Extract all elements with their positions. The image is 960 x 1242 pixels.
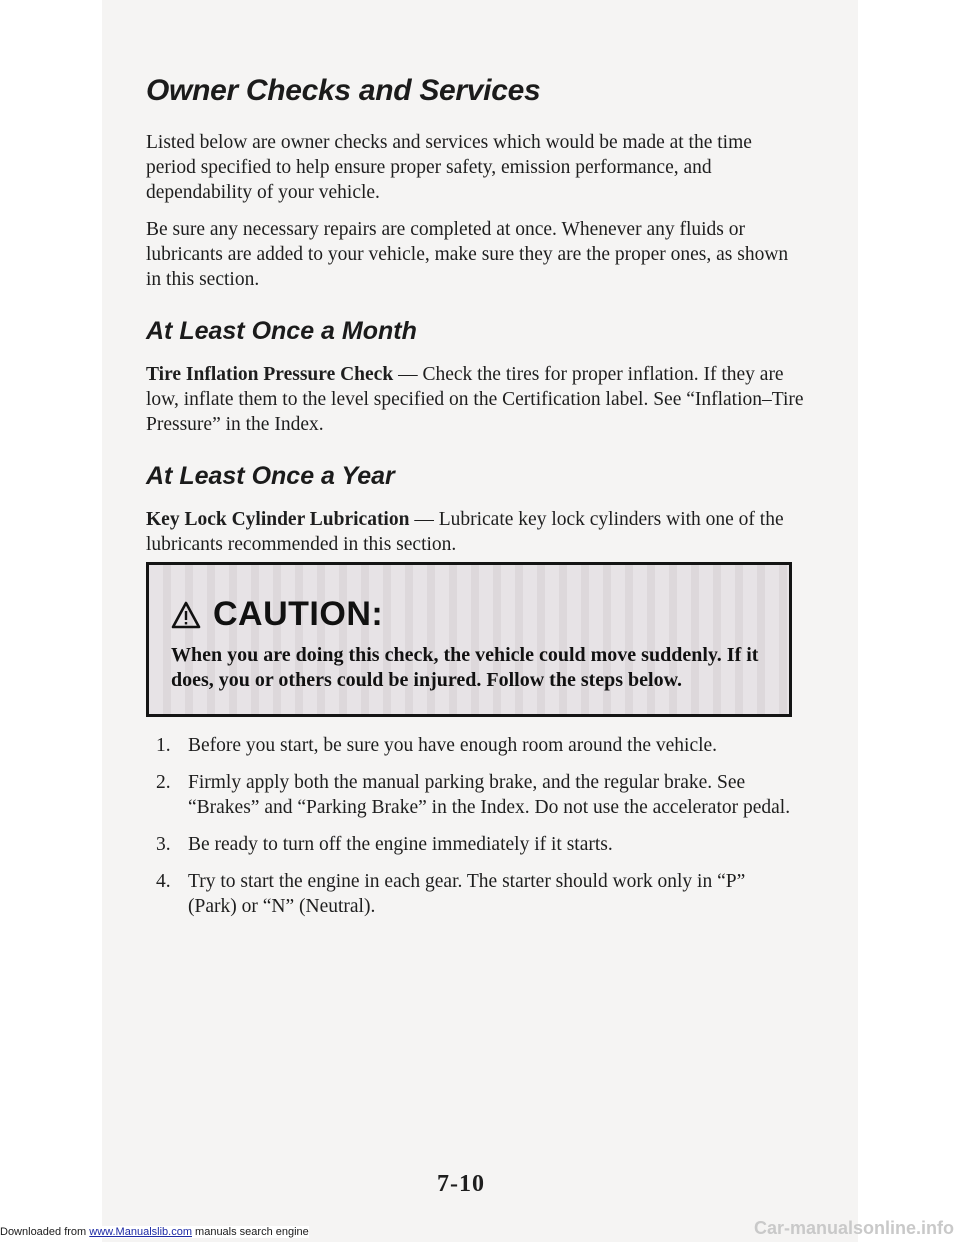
step-text: Before you start, be sure you have enough room around the vehicle. xyxy=(188,735,718,756)
steps-list xyxy=(156,733,796,931)
manualslib-link[interactable]: www.Manualslib.com xyxy=(89,1226,192,1238)
warning-triangle-icon xyxy=(171,601,201,629)
page-title: Owner Checks and Services xyxy=(146,74,541,107)
footer-suffix: manuals search engine xyxy=(191,1226,309,1238)
step-text: Try to start the engine in each gear. The starter should work only in “P” (Park) or “N” (Neutral). xyxy=(188,871,746,917)
caution-text: When you are doing this check, the vehicle could move suddenly. If it does, you or others could be injured. Follow the steps below. xyxy=(171,644,759,691)
step-number: 4. xyxy=(156,871,171,892)
step-number: 3. xyxy=(156,834,171,855)
check-item-tire-pressure xyxy=(146,362,806,437)
document-content xyxy=(146,70,806,606)
step-text: Firmly apply both the manual parking brake, and the regular brake. See “Brakes” and “Parking Brake” in the Index. Do not use the accelerator pedal. xyxy=(188,772,791,818)
download-footer xyxy=(0,1226,309,1238)
check-item-lead: Tire Inflation Pressure Check xyxy=(146,364,394,385)
page-number: 7-10 xyxy=(437,1171,485,1197)
section-heading-yearly: At Least Once a Year xyxy=(146,462,395,490)
intro-paragraph: Listed below are owner checks and services which would be made at the time period specified to help ensure proper safety, emission performance, and dependability of your vehicle. xyxy=(146,132,752,203)
watermark: Car-manualsonline.info xyxy=(753,1218,954,1238)
caution-box xyxy=(146,562,792,717)
list-item xyxy=(156,832,796,857)
check-item-lead: Key Lock Cylinder Lubrication xyxy=(146,509,410,530)
check-item-text: — Lubricate key lock cylinders with one of the lubricants recommended in this section. xyxy=(146,509,784,555)
check-item-key-lock xyxy=(146,507,806,557)
intro-paragraph: Be sure any necessary repairs are completed at once. Whenever any fluids or lubricants are added to your vehicle, make sure they are the proper ones, as shown in this section. xyxy=(146,219,789,290)
caution-title: CAUTION: xyxy=(213,595,384,633)
footer-prefix: Downloaded from xyxy=(0,1226,90,1238)
list-item xyxy=(156,733,796,758)
check-item-text: — Check the tires for proper inflation. If they are low, inflate them to the level specified on the Certification label. See “Inflation–Tire Pressure” in the Index. xyxy=(146,364,804,435)
section-heading-monthly: At Least Once a Month xyxy=(146,317,417,345)
step-number: 2. xyxy=(156,772,171,793)
list-item xyxy=(156,770,796,820)
list-item xyxy=(156,869,796,919)
caution-header xyxy=(171,595,383,634)
step-text: Be ready to turn off the engine immediately if it starts. xyxy=(188,834,613,855)
step-number: 1. xyxy=(156,735,171,756)
